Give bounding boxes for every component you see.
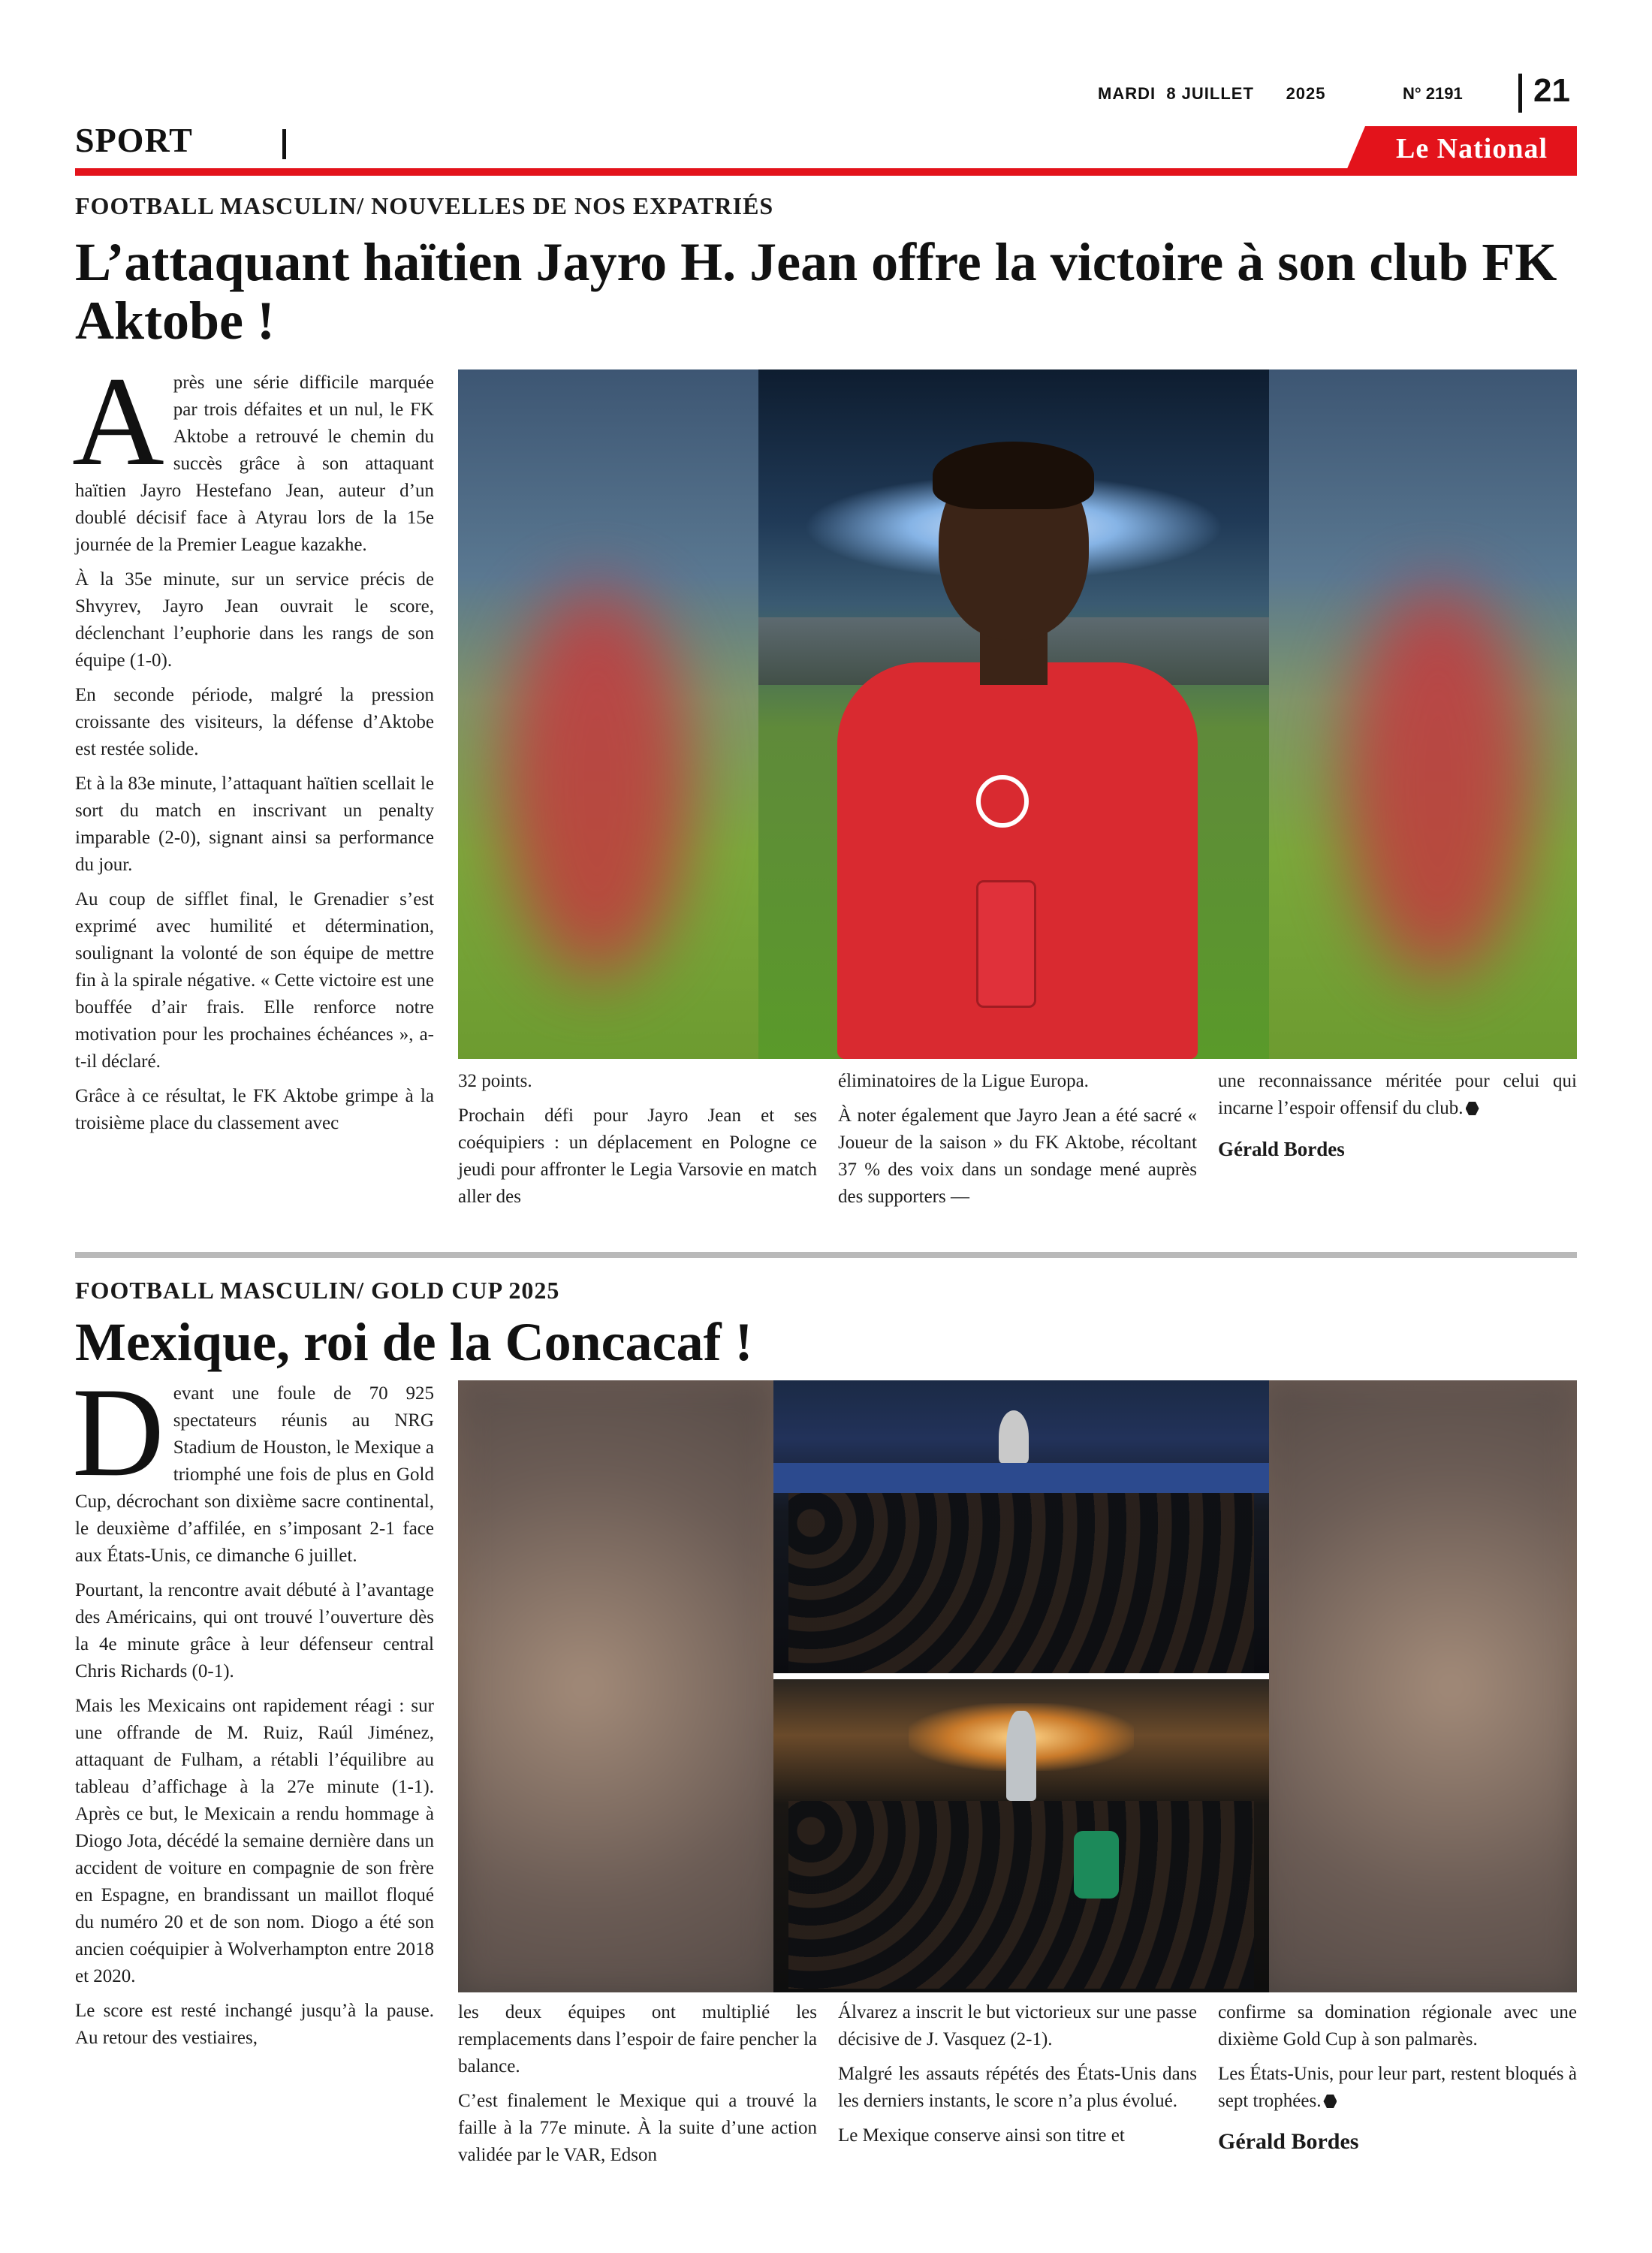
end-mark-icon: [1466, 1102, 1479, 1115]
section-title: SPORT: [75, 121, 193, 159]
article1-lead: Après une série difficile marquée par trois défaites et un nul, le FK Aktobe a retrouvé le chemin du succès grâce à son attaquant haïtien Jayro Hestefano Jean, auteur d’un doublé décisif face à Atyrau lors de la 15e journée de la Premier League kazakhe.: [72, 351, 434, 555]
article1-column-4: [1218, 1068, 1577, 1170]
article1-paragraph: Et à la 83e minute, l’attaquant haïtien scellait le sort du match en inscrivant un penalty imparable (2-0), signant ainsi sa performance du jour.: [75, 774, 434, 875]
article1-author: Gérald Bordes: [1218, 1138, 1345, 1160]
article1-photo: [458, 369, 1577, 1059]
goalkeeper-jersey: [1074, 1831, 1119, 1899]
article2-paragraph: confirme sa domination régionale avec une dixième Gold Cup à son palmarès.: [1218, 2002, 1577, 2049]
article1-paragraph: À la 35e minute, sur un service précis de Shvyrev, Jayro Jean ouvrait le score, déclenchant l’euphorie dans les rangs de son équipe (1-0).: [75, 569, 434, 671]
article2-paragraph: Le Mexique conserve ainsi son titre et: [838, 2125, 1125, 2146]
brand-name: Le National: [1395, 133, 1548, 164]
award-trophy: [976, 880, 1036, 1008]
gold-cup-trophy: [1006, 1711, 1036, 1801]
article2-paragraph: les deux équipes ont multiplié les remplacements dans l’espoir de faire pencher la balance.: [458, 2002, 817, 2077]
article1-paragraph: Prochain défi pour Jayro Jean et ses coéquipiers : un déplacement en Pologne ce jeudi pour affronter le Legia Varsovie en match aller des: [458, 1105, 817, 1207]
article2-lead: Devant une foule de 70 925 spectateurs réunis au NRG Stadium de Houston, le Mexique a triomphé une fois de plus en Gold Cup, décrochant son dixième sacre continental, le deuxième d’affilée, en s’imposant 2-1 face aux États-Unis, ce dimanche 6 juillet.: [72, 1362, 434, 1566]
team-players-bottom: [788, 1801, 1254, 1989]
article1-column-2: [458, 1068, 817, 1218]
article2-paragraph: Mais les Mexicains ont rapidement réagi : sur une offrande de M. Ruiz, Raúl Jiménez, attaquant de Fulham, a rétabli l’équilibre au tableau d’affichage à la 27e minute (1-1). Après ce but, le Mexicain a rendu hommage à Diogo Jota, décédé la semaine dernière dans un accident de voiture en compagnie de son frère en Espagne, en brandissant un maillot floqué du numéro 20 et de son nom. Diogo a été son ancien coéquipier à Wolverhampton entre 2018 et 2020.: [75, 1696, 434, 1986]
article1-closing: une reconnaissance méritée pour celui qui incarne l’espoir offensif du club.: [1218, 1071, 1577, 1118]
article-separator: [75, 1252, 1577, 1258]
article2-paragraph: C’est finalement le Mexique qui a trouvé la faille à la 77e minute. À la suite d’une action validée par le VAR, Edson: [458, 2091, 817, 2165]
article2-author: Gérald Bordes: [1218, 2129, 1359, 2154]
photo-blur-right: [1262, 1380, 1577, 1992]
player-photo: [758, 369, 1269, 1059]
article1-dropcap: A: [72, 351, 164, 492]
photo-blur-left: [458, 1380, 773, 1992]
end-mark-icon: [1323, 2095, 1337, 2108]
section-divider: [282, 129, 286, 159]
article2-paragraph: Le score est resté inchangé jusqu’à la pause. Au retour des vestiaires,: [75, 2001, 434, 2048]
article2-column-1: [72, 1362, 434, 2059]
article1-paragraph: À noter également que Jayro Jean a été sacré « Joueur de la saison » du FK Aktobe, récoltant 37 % des voix dans un sondage mené auprès des supporters —: [838, 1105, 1197, 1207]
article2-column-2: [458, 1999, 817, 2176]
team-players-top: [788, 1493, 1254, 1673]
article2-paragraph: Pourtant, la rencontre avait débuté à l’avantage des Américains, qui ont trouvé l’ouverture dès la 4e minute grâce à leur défenseur central Chris Richards (0-1).: [75, 1580, 434, 1681]
page-number-divider: [1518, 74, 1522, 113]
issue-date: MARDI 8 JUILLET 2025: [1098, 84, 1326, 103]
stadium-banner: [773, 1463, 1269, 1493]
article2-paragraph: Álvarez a inscrit le but victorieux sur une passe décisive de J. Vasquez (2-1).: [838, 2002, 1197, 2049]
article1-paragraph: Au coup de sifflet final, le Grenadier s’est exprimé avec humilité et détermination, soulignant la volonté de son équipe de mettre fin à la spirale négative. « Cette victoire est une bouffée d’air frais. Elle renforce notre motivation pour les prochaines échéances », a-t-il déclaré.: [75, 889, 434, 1072]
article2-headline: Mexique, roi de la Concacaf !: [75, 1312, 753, 1372]
player-hair: [933, 442, 1094, 509]
article2-photo: [458, 1380, 1577, 1992]
team-celebration-photo: [773, 1380, 1269, 1992]
photo-blur-left: [503, 587, 691, 978]
article2-dropcap: D: [72, 1362, 164, 1503]
trophy-icon: [999, 1410, 1029, 1463]
article2-column-3: [838, 1999, 1197, 2157]
article1-kicker: FOOTBALL MASCULIN/ NOUVELLES DE NOS EXPATRIÉS: [75, 192, 774, 219]
article1-column-1: [72, 351, 434, 1145]
jersey-sponsor-badge: [976, 775, 1029, 828]
article1-paragraph: Grâce à ce résultat, le FK Aktobe grimpe à la troisième place du classement avec: [75, 1086, 434, 1133]
article2-kicker: FOOTBALL MASCULIN/ GOLD CUP 2025: [75, 1277, 560, 1304]
article2-closing: Les États-Unis, pour leur part, restent bloqués à sept trophées.: [1218, 2064, 1577, 2111]
article1-paragraph: En seconde période, malgré la pression croissante des visiteurs, la défense d’Aktobe est restée solide.: [75, 685, 434, 759]
article1-headline: L’attaquant haïtien Jayro H. Jean offre la victoire à son club FK Aktobe !: [75, 232, 1557, 351]
article1-column-3: [838, 1068, 1197, 1218]
article1-paragraph: éliminatoires de la Ligue Europa.: [838, 1071, 1089, 1091]
photo-blur-right: [1344, 587, 1532, 978]
article1-paragraph: 32 points.: [458, 1071, 532, 1091]
page-number: 21: [1533, 72, 1570, 109]
article2-paragraph: Malgré les assauts répétés des États-Unis dans les derniers instants, le score n’a plus évolué.: [838, 2064, 1197, 2111]
photo-divider: [773, 1673, 1269, 1679]
issue-number: N° 2191: [1403, 84, 1463, 103]
article2-column-4: [1218, 1999, 1577, 2163]
